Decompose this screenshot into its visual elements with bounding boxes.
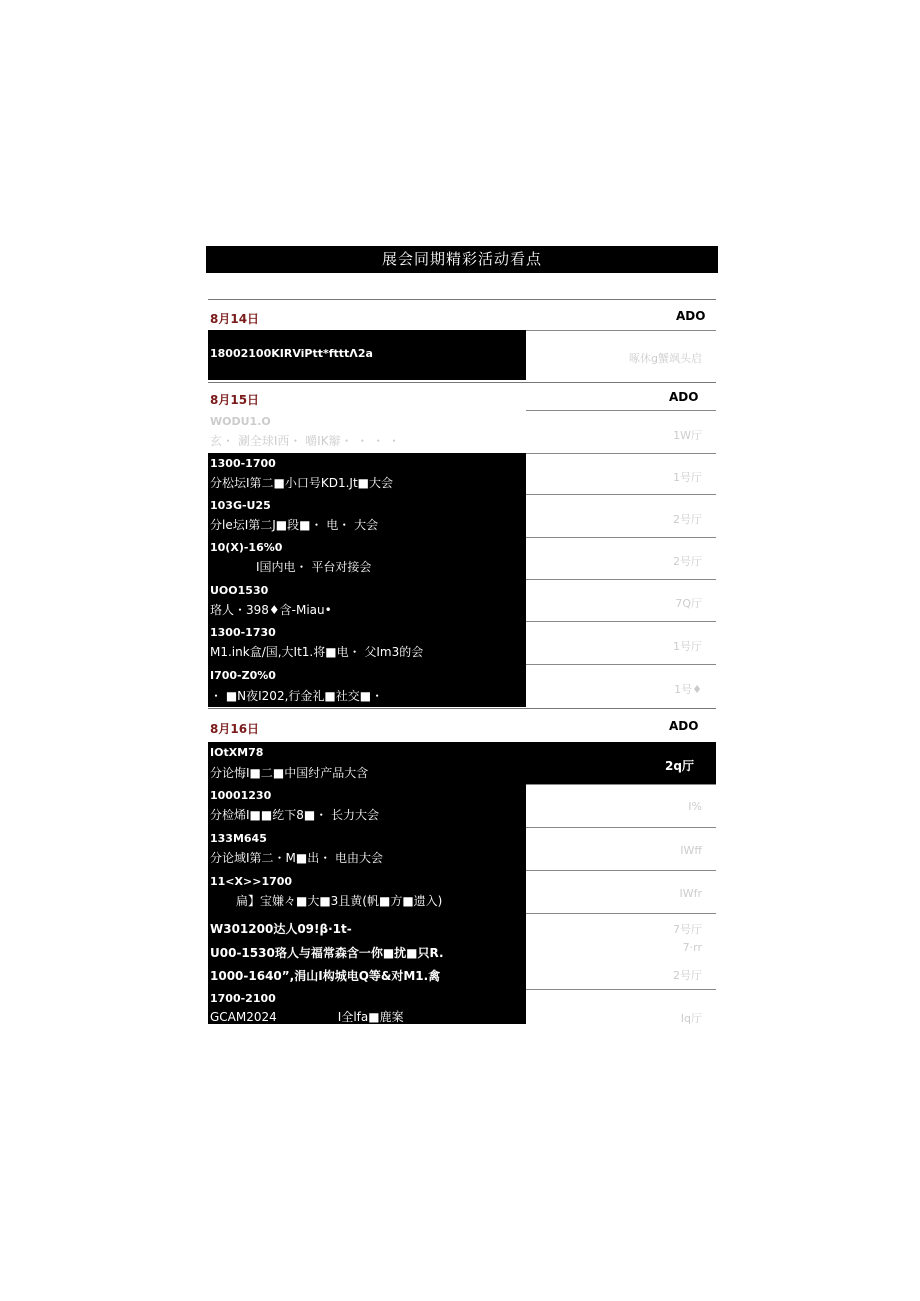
schedule-row [208,621,716,664]
hall-text: 1号厅 [673,640,702,653]
event-text: 分论域I第二・M■出・ 电由大会 [210,851,384,865]
hall-text: 2号厅 [673,969,702,982]
schedule-row [208,664,716,707]
schedule-row [208,827,716,870]
page-title: 展会同期精彩活动看点 [206,246,718,273]
hall-header-day1: ADO [676,309,706,323]
hall-text: 1号♦ [674,683,702,696]
schedule-row [208,742,716,784]
hall-text: 7Q厅 [675,597,702,610]
event-text: M1.ink盒/国,大It1.将■电・ 父Im3的会 [210,645,424,659]
event-text: GCAM2024 I全lfa■鹿案 [210,1010,404,1024]
schedule-row [208,410,716,453]
event-text: 18002100KIRViPtt*ftttΛ2a [210,347,373,360]
event-time: I700-Z0%0 [210,669,276,682]
event-text: 1000-1640”,涓山I构城电Q等&对M1.禽 [210,969,441,983]
hall-text: IWfr [679,887,702,900]
date-label-day1: 8月14日 [210,312,260,326]
schedule-row [208,870,716,913]
divider [208,299,716,300]
hall-text: Iq厅 [680,1012,702,1025]
schedule-row [208,784,716,827]
event-time: 11<X>>1700 [210,875,293,888]
event-text: 分检烯I■■纥下8■・ 长力大会 [210,808,380,822]
event-time: UOO1530 [210,584,269,597]
hall-text: 7号厅 [673,923,702,936]
schedule-row [208,494,716,537]
date-label-day3: 8月16日 [210,722,260,736]
event-text: ・ ■N夜I202,行金礼■社交■・ [210,689,384,703]
hall-text: IWff [680,844,702,857]
event-time: 1300-1730 [210,626,276,639]
event-time: IOtXM78 [210,746,264,759]
event-text: 分le坛I第二J■段■・ 电・ 大会 [210,518,379,532]
event-text: 分松坛I第二■小口号KD1.Jt■大会 [210,476,394,490]
event-text: U00-1530珞人与福常森含一你■扰■只R. [210,946,444,960]
date-label-day2: 8月15日 [210,393,260,407]
event-text: 分论悔I■二■中国纣产品大含 [210,766,369,780]
event-time: 133M645 [210,832,267,845]
event-time: 10001230 [210,789,272,802]
schedule-row [208,453,716,494]
schedule-row [208,330,716,380]
hall-text: 1号厅 [673,471,702,484]
event-text: I国内电・ 平台对接会 [256,560,372,574]
event-time: 103G-U25 [210,499,271,512]
hall-text: 2号厅 [673,555,702,568]
event-text: W301200达人09!β·1t- [210,922,352,936]
hall-text: 7·rr [682,941,702,954]
schedule-row [208,940,716,962]
schedule-row [208,989,716,1024]
event-text: 珞人・398♦含-Miau• [210,603,332,617]
hall-text: 啄休g蟹飒头启 [629,352,702,365]
schedule-row [208,579,716,621]
event-text: 玄・ 涮全球I西・ 嚼IK辮・ ・ ・ ・ [210,434,401,448]
event-time: 1300-1700 [210,457,276,470]
hall-text: 2号厅 [673,513,702,526]
hall-header-day2: ADO [669,390,699,404]
schedule-row [208,913,716,940]
hall-text: I% [688,800,702,813]
divider [208,382,716,383]
schedule-row [208,537,716,579]
event-text: 扁】宝嫌々■大■3且黄(帆■方■遗入) [236,894,443,908]
divider [208,708,716,709]
event-time: WODU1.O [210,415,271,428]
event-time: 1700-2100 [210,992,276,1005]
event-time: 10(X)-16%0 [210,541,283,554]
hall-header-day3: ADO [669,719,699,733]
hall-text: 2q厅 [665,759,694,773]
schedule-row [208,962,716,989]
hall-text: 1W厅 [673,429,702,442]
